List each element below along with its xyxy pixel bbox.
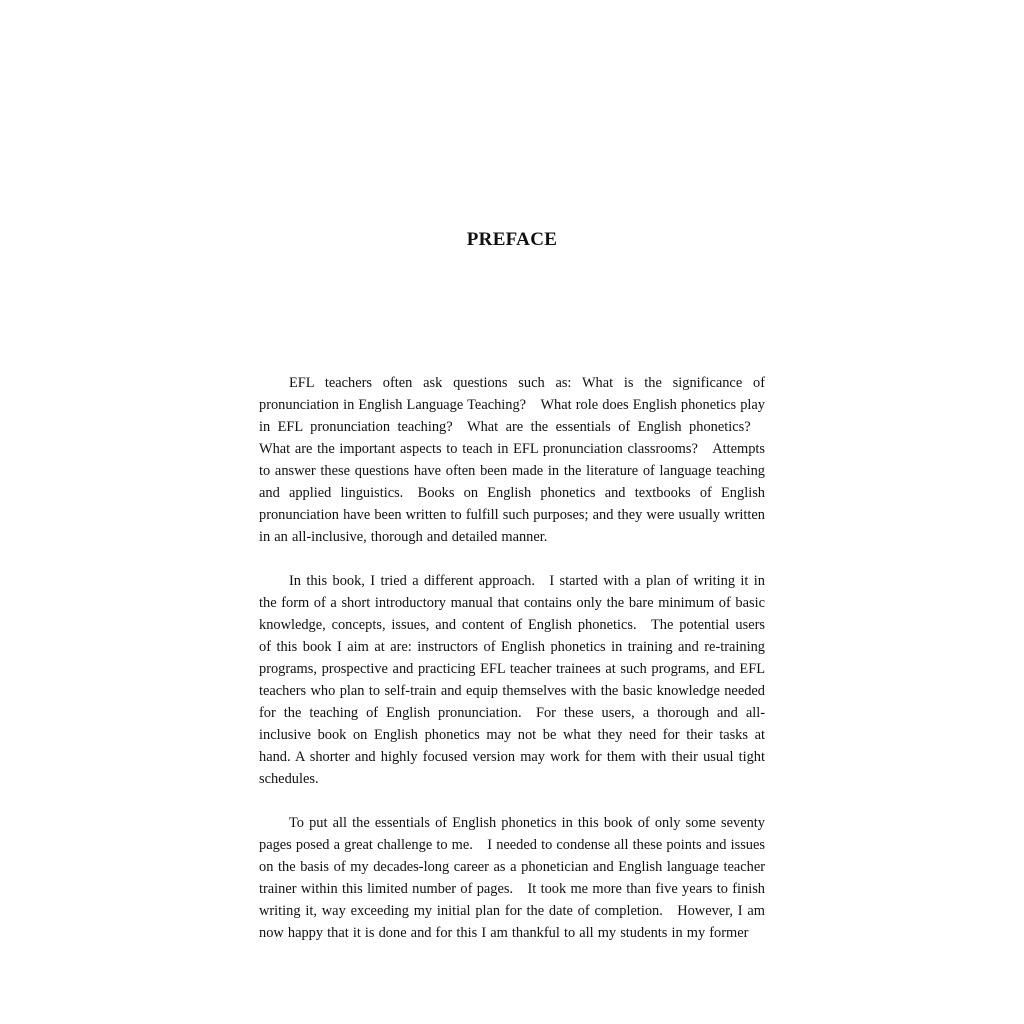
preface-body — [259, 372, 765, 966]
paragraph-2: In this book, I tried a different approach. I started with a plan of writing it in the form of a short introductory manual that contains only the bare minimum of basic knowledge, concepts, issues, and content of English phonetics. The potential users of this book I aim at are: instructors of English phonetics in training and re-training programs, prospective and practicing EFL teacher trainees at such programs, and EFL teachers who plan to self-train and equip themselves with the basic knowledge needed for the teaching of English pronunciation. For these users, a thorough and all-inclusive book on English phonetics may not be what they need for their tasks at hand. A shorter and highly focused version may work for them with their usual tight schedules. — [259, 573, 765, 787]
paragraph-1: EFL teachers often ask questions such as: What is the significance of pronunciation in English Language Teaching? What role does English phonetics play in EFL pronunciation teaching? What are the essentials of English phonetics? What are the important aspects to teach in EFL pronunciation classrooms? Attempts to answer these questions have often been made in the literature of language teaching and applied linguistics. Books on English phonetics and textbooks of English pronunciation have been written to fulfill such purposes; and they were usually written in an all-inclusive, thorough and detailed manner. — [259, 375, 765, 545]
paragraph-3: To put all the essentials of English phonetics in this book of only some seventy pages posed a great challenge to me. I needed to condense all these points and issues on the basis of my decades-long career as a phonetician and English language teacher trainer within this limited number of pages. It took me more than five years to finish writing it, way exceeding my initial plan for the date of completion. However, I am now happy that it is done and for this I am thankful to all my students in my former — [259, 815, 765, 941]
page-title: PREFACE — [466, 229, 558, 250]
